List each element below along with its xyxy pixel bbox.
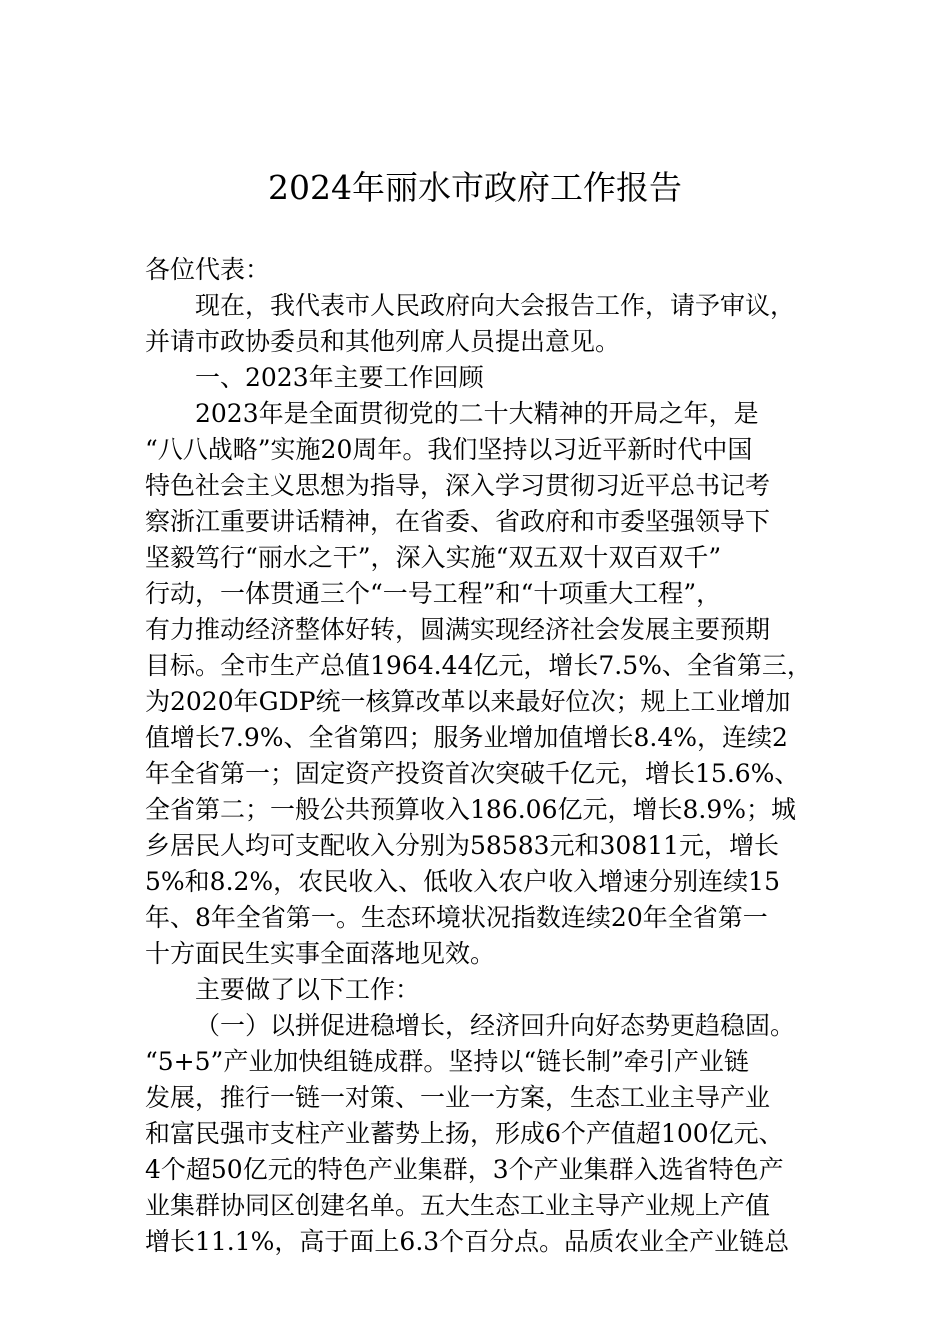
text-line: 目标。全市生产总值1964.44亿元，增长7.5%、全省第三， xyxy=(145,651,812,680)
text-line: 现在，我代表市人民政府向大会报告工作，请予审议， xyxy=(195,291,796,320)
text-line: 年全省第一；固定资产投资首次突破千亿元，增长15.6%、 xyxy=(145,759,800,788)
text-line: 为2020年GDP统一核算改革以来最好位次；规上工业增加 xyxy=(145,687,791,716)
text-line: 坚毅笃行“丽水之干”，深入实施“双五双十双百双千” xyxy=(145,543,722,572)
text-line: 察浙江重要讲话精神，在省委、省政府和市委坚强领导下 xyxy=(145,507,771,536)
text-line: 一、2023年主要工作回顾 xyxy=(195,363,484,392)
text-line: 发展，推行一链一对策、一业一方案，生态工业主导产业 xyxy=(145,1083,771,1112)
text-line: 年、8年全省第一。生态环境状况指数连续20年全省第一 xyxy=(145,903,768,932)
text-line: 全省第二；一般公共预算收入186.06亿元，增长8.9%；城 xyxy=(145,795,796,824)
text-line: “5+5”产业加快组链成群。坚持以“链长制”牵引产业链 xyxy=(145,1047,749,1076)
text-line: 业集群协同区创建名单。五大生态工业主导产业规上产值 xyxy=(145,1191,771,1220)
text-line: 5%和8.2%，农民收入、低收入农户收入增速分别连续15 xyxy=(145,867,780,896)
text-line: “八八战略”实施20周年。我们坚持以习近平新时代中国 xyxy=(145,435,753,464)
text-line: 十方面民生实事全面落地见效。 xyxy=(145,939,496,968)
text-line: 特色社会主义思想为指导，深入学习贯彻习近平总书记考 xyxy=(145,471,771,500)
document-title: 2024年丽水市政府工作报告 xyxy=(268,168,682,207)
text-line: 行动，一体贯通三个“一号工程”和“十项重大工程”， xyxy=(145,579,722,608)
text-line: 2023年是全面贯彻党的二十大精神的开局之年，是 xyxy=(195,399,759,428)
text-line: （一）以拼促进稳增长，经济回升向好态势更趋稳固。 xyxy=(195,1011,796,1040)
text-line: 和富民强市支柱产业蓄势上扬，形成6个产值超100亿元、 xyxy=(145,1119,784,1148)
text-line: 并请市政协委员和其他列席人员提出意见。 xyxy=(145,327,621,356)
text-line: 乡居民人均可支配收入分别为58583元和30811元，增长 xyxy=(145,831,780,860)
text-line: 有力推动经济整体好转，圆满实现经济社会发展主要预期 xyxy=(145,615,771,644)
text-line: 增长11.1%，高于面上6.3个百分点。品质农业全产业链总 xyxy=(145,1227,790,1256)
document-body xyxy=(145,252,825,1260)
text-line: 主要做了以下工作： xyxy=(195,975,421,1004)
text-line: 4个超50亿元的特色产业集群，3个产业集群入选省特色产 xyxy=(145,1155,784,1184)
text-line: 值增长7.9%、全省第四；服务业增加值增长8.4%，连续2 xyxy=(145,723,788,752)
text-line: 各位代表： xyxy=(145,255,271,284)
